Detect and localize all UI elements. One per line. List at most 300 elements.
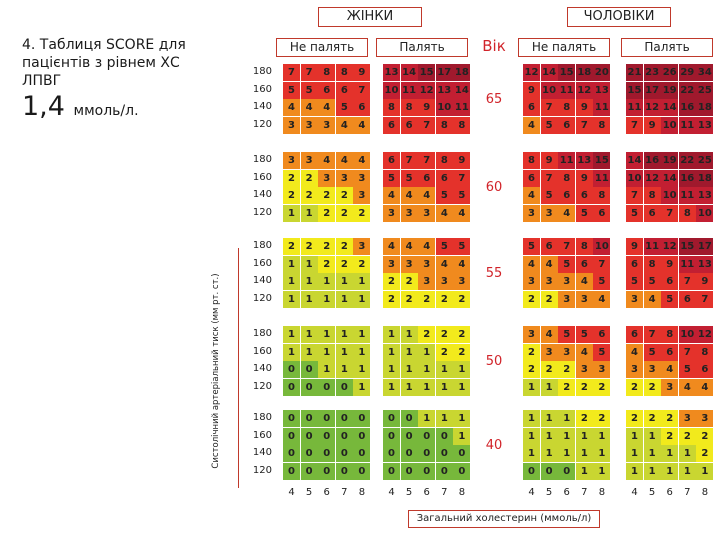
heatmap-cell: 14 [626,152,643,169]
heatmap-cell: 2 [593,379,610,396]
heatmap-cell: 0 [336,410,353,427]
heatmap-cell: 5 [558,326,575,343]
heatmap-cell: 0 [283,428,300,445]
heatmap-cell: 8 [696,344,713,361]
bp-tick-label: 120 [252,118,272,130]
heatmap-cell: 9 [576,170,593,187]
heatmap-cell: 1 [453,428,470,445]
heatmap-cell: 3 [644,361,661,378]
heatmap-cell: 1 [593,445,610,462]
heatmap-cell: 5 [453,187,470,204]
heatmap-cell: 6 [336,82,353,99]
heatmap-cell: 7 [301,64,318,81]
x-tick-label: 7 [341,487,348,498]
heatmap-cell: 8 [318,64,335,81]
heatmap-cell: 6 [679,291,696,308]
heatmap-cell: 4 [453,205,470,222]
heatmap-cell: 9 [696,273,713,290]
heatmap-cell: 0 [301,463,318,480]
heatmap-cell: 7 [418,152,435,169]
heatmap-cell: 7 [696,291,713,308]
heatmap-cell: 6 [626,256,643,273]
heatmap-cell: 4 [453,256,470,273]
heatmap-cell: 10 [696,205,713,222]
heatmap-cell: 4 [679,379,696,396]
heatmap-cell: 2 [318,238,335,255]
women-label: ЖІНКИ [318,7,422,27]
heatmap-cell: 3 [558,291,575,308]
heatmap-cell: 0 [523,463,540,480]
heading-block [22,36,212,128]
heatmap-cell: 6 [353,99,370,116]
heatmap-cell: 2 [523,361,540,378]
heatmap-cell: 8 [644,187,661,204]
heatmap-cell: 3 [283,152,300,169]
heatmap-cell: 1 [523,445,540,462]
heatmap-cell: 1 [318,344,335,361]
x-tick-label: 5 [545,487,553,498]
heatmap-cell: 8 [523,152,540,169]
heatmap-cell: 1 [301,256,318,273]
heatmap-cell: 4 [336,152,353,169]
heatmap-cell: 18 [453,64,470,81]
heatmap-cell: 5 [436,187,453,204]
heatmap-cell: 11 [644,238,661,255]
heatmap-cell: 5 [436,238,453,255]
heatmap-cell: 15 [418,64,435,81]
heatmap-cell: 2 [523,344,540,361]
heatmap-cell: 2 [301,187,318,204]
heatmap-cell: 1 [336,291,353,308]
heatmap-cell: 2 [644,379,661,396]
heatmap-cell: 0 [301,428,318,445]
heatmap-cell: 10 [541,82,558,99]
bp-tick-label: 180 [252,66,272,77]
x-tick-label: 5 [305,487,313,498]
x-axis-label: Загальний холестерин (ммоль/л) [408,510,600,528]
hdl-unit: ммоль/л. [73,103,139,119]
heatmap-cell: 1 [336,326,353,343]
bp-tick-label: 160 [252,171,272,183]
heatmap-cell: 6 [593,326,610,343]
heatmap-cell: 13 [593,82,610,99]
heatmap-cell: 4 [576,344,593,361]
bp-tick-label: 120 [252,292,272,304]
heatmap-cell: 1 [383,344,400,361]
heatmap-cell: 2 [541,361,558,378]
heatmap-cell: 3 [661,379,678,396]
heatmap-cell: 3 [383,256,400,273]
x-tick-label: 7 [441,487,448,498]
heatmap-cell: 0 [318,445,335,462]
heatmap-cell: 4 [661,361,678,378]
heatmap-cell: 9 [541,152,558,169]
heatmap-cell: 4 [523,117,540,134]
age-label: 60 [485,180,503,195]
heatmap-cell: 3 [301,152,318,169]
heatmap-cell: 5 [644,273,661,290]
heatmap-cell: 4 [336,117,353,134]
heatmap-cell: 3 [383,205,400,222]
heatmap-cell: 7 [418,117,435,134]
heatmap-cell: 1 [283,291,300,308]
heatmap-cell: 1 [301,291,318,308]
heatmap-cell: 1 [353,379,370,396]
heatmap-cell: 6 [644,205,661,222]
heatmap-cell: 2 [318,256,335,273]
heatmap-cell: 2 [523,291,540,308]
heatmap-cell: 7 [576,117,593,134]
heatmap-cell: 0 [558,463,575,480]
heatmap-cell: 9 [576,99,593,116]
heatmap-cell: 1 [318,326,335,343]
heatmap-cell: 10 [661,117,678,134]
heatmap-cell: 12 [418,82,435,99]
heatmap-cell: 0 [301,445,318,462]
heatmap-cell: 2 [679,428,696,445]
heatmap-cell: 14 [661,170,678,187]
heatmap-cell: 9 [523,82,540,99]
heatmap-cell: 1 [383,326,400,343]
heatmap-cell: 6 [558,187,575,204]
heatmap-cell: 11 [453,99,470,116]
heatmap-cell: 2 [626,379,643,396]
heatmap-cell: 0 [353,410,370,427]
heatmap-cell: 1 [283,344,300,361]
heatmap-cell: 2 [283,238,300,255]
heatmap-cell: 6 [576,256,593,273]
heatmap-cell: 34 [696,64,713,81]
heatmap-cell: 5 [661,291,678,308]
heatmap-cell: 7 [541,170,558,187]
heatmap-cell: 4 [301,99,318,116]
bp-tick-label: 160 [252,257,272,269]
heatmap-cell: 13 [696,117,713,134]
heatmap-cell: 4 [696,379,713,396]
heatmap-cell: 5 [576,326,593,343]
x-tick-label: 4 [288,487,295,498]
heatmap-cell: 0 [336,445,353,462]
heatmap-cell: 1 [661,463,678,480]
heatmap-cell: 18 [696,170,713,187]
heatmap-cell: 4 [523,256,540,273]
heatmap-cell: 1 [593,428,610,445]
heatmap-cell: 8 [558,99,575,116]
heatmap-cell: 1 [353,326,370,343]
heatmap-cell: 0 [418,428,435,445]
heatmap-cell: 0 [283,463,300,480]
heatmap-cell: 7 [679,344,696,361]
heatmap-cell: 17 [696,238,713,255]
heatmap-cell: 1 [283,205,300,222]
heatmap-cell: 15 [593,152,610,169]
heatmap-cell: 6 [318,82,335,99]
heatmap-cell: 0 [301,361,318,378]
heatmap-cell: 1 [436,361,453,378]
heatmap-cell: 0 [283,410,300,427]
heatmap-cell: 1 [283,326,300,343]
heatmap-cell: 4 [418,187,435,204]
heatmap-cell: 1 [301,326,318,343]
age-label: 55 [485,266,503,281]
heatmap-cell: 3 [679,410,696,427]
bp-tick-label: 160 [252,429,272,441]
heatmap-cell: 8 [436,117,453,134]
heatmap-cell: 16 [644,152,661,169]
heatmap-cell: 4 [401,187,418,204]
heatmap-cell: 3 [541,205,558,222]
heatmap-cell: 8 [644,256,661,273]
heatmap-cell: 1 [679,463,696,480]
heatmap-cell: 3 [353,187,370,204]
x-tick-label: 5 [648,487,656,498]
heatmap-cell: 1 [626,428,643,445]
heatmap-cell: 4 [318,152,335,169]
heatmap-cell: 8 [593,187,610,204]
heatmap-cell: 2 [336,238,353,255]
x-tick-label: 8 [598,487,606,498]
x-tick-label: 8 [701,487,709,498]
heatmap-cell: 2 [401,291,418,308]
heatmap-cell: 3 [353,170,370,187]
heatmap-cell: 3 [593,361,610,378]
heatmap-cell: 0 [283,361,300,378]
heatmap-cell: 3 [626,361,643,378]
heatmap-cell: 1 [679,445,696,462]
heatmap-cell: 1 [696,463,713,480]
heatmap-cell: 4 [418,238,435,255]
heatmap-cell: 4 [353,117,370,134]
heatmap-cell: 2 [644,410,661,427]
heatmap-cell: 6 [661,344,678,361]
heatmap-cell: 8 [336,64,353,81]
heatmap-cell: 2 [541,291,558,308]
heatmap-cell: 3 [541,344,558,361]
heatmap-cell: 9 [418,99,435,116]
x-tick-label: 7 [684,487,691,498]
heatmap-cell: 5 [523,238,540,255]
heatmap-cell: 5 [283,82,300,99]
heatmap-cell: 22 [679,152,696,169]
heatmap-cell: 1 [541,428,558,445]
heatmap-cell: 1 [661,445,678,462]
heatmap-cell: 1 [626,463,643,480]
x-tick-label: 8 [358,487,366,498]
heatmap-cell: 1 [541,445,558,462]
heatmap-cell: 0 [318,428,335,445]
bp-tick-label: 140 [252,363,272,375]
heatmap-cell: 25 [696,82,713,99]
heatmap-cell: 12 [644,99,661,116]
heatmap-cell: 1 [593,463,610,480]
women-smoker-label: Палять [376,38,468,57]
heatmap-cell: 4 [283,99,300,116]
bp-tick-label: 180 [252,154,272,165]
heatmap-cell: 8 [558,170,575,187]
heatmap-cell: 1 [436,379,453,396]
heatmap-cell: 7 [558,238,575,255]
heatmap-cell: 14 [453,82,470,99]
heatmap-cell: 29 [679,64,696,81]
heatmap-cell: 3 [576,291,593,308]
heatmap-cell: 1 [283,273,300,290]
heatmap-cell: 4 [436,205,453,222]
heatmap-cell: 9 [644,117,661,134]
heatmap-cell: 3 [541,273,558,290]
heatmap-cell: 1 [576,463,593,480]
heatmap-cell: 1 [644,463,661,480]
heatmap-cell: 12 [696,326,713,343]
heatmap-cell: 6 [626,326,643,343]
heatmap-cell: 11 [558,82,575,99]
heatmap-cell: 11 [593,170,610,187]
bp-tick-label: 140 [252,275,272,287]
heatmap-cell: 2 [453,326,470,343]
heatmap-cell: 1 [353,273,370,290]
heatmap-cell: 1 [336,273,353,290]
heatmap-cell: 0 [301,379,318,396]
heatmap-cell: 0 [401,410,418,427]
heatmap-cell: 3 [401,205,418,222]
heatmap-cell: 11 [626,99,643,116]
heatmap-cell: 13 [576,152,593,169]
heatmap-cell: 2 [558,361,575,378]
heatmap-cell: 1 [523,428,540,445]
heatmap-cell: 6 [696,361,713,378]
heatmap-cell: 0 [301,410,318,427]
heatmap-cell: 3 [558,344,575,361]
heatmap-cell: 1 [644,445,661,462]
heatmap-cell: 2 [436,326,453,343]
heatmap-cell: 2 [401,273,418,290]
heatmap-cell: 6 [523,170,540,187]
heatmap-cell: 13 [696,256,713,273]
x-tick-label: 4 [388,487,395,498]
heatmap-cell: 4 [436,256,453,273]
x-tick-label: 8 [458,487,466,498]
heatmap-cell: 2 [383,273,400,290]
heatmap-cell: 7 [401,152,418,169]
age-label: 65 [485,92,503,107]
heatmap-cell: 0 [383,428,400,445]
heatmap-cell: 3 [283,117,300,134]
heatmap-cell: 0 [318,379,335,396]
heatmap-cell: 1 [383,379,400,396]
heatmap-cell: 10 [436,99,453,116]
heatmap-cell: 1 [283,256,300,273]
heatmap-cell: 7 [453,170,470,187]
heatmap-cell: 1 [418,344,435,361]
heatmap-cell: 0 [401,463,418,480]
heatmap-cell: 3 [558,273,575,290]
heatmap-cell: 7 [661,205,678,222]
heatmap-cell: 0 [453,445,470,462]
heatmap-cell: 3 [318,170,335,187]
heatmap-cell: 1 [336,361,353,378]
heatmap-cell: 3 [318,117,335,134]
heatmap-cell: 7 [626,117,643,134]
heatmap-cell: 3 [523,326,540,343]
heatmap-cell: 2 [301,170,318,187]
heatmap-cell: 3 [626,291,643,308]
hdl-value: 1,4 [22,91,65,122]
heatmap-cell: 11 [593,99,610,116]
heatmap-cell: 2 [436,291,453,308]
heatmap-cell: 4 [383,187,400,204]
heatmap-cell: 1 [353,344,370,361]
heatmap-cell: 1 [318,291,335,308]
heatmap-cell: 5 [383,170,400,187]
heatmap-cell: 1 [418,410,435,427]
heatmap-cell: 3 [418,256,435,273]
heatmap-cell: 5 [558,256,575,273]
heatmap-cell: 3 [301,117,318,134]
heatmap-cell: 18 [576,64,593,81]
heatmap-cell: 5 [541,117,558,134]
heatmap-cell: 2 [661,410,678,427]
heatmap-cell: 11 [558,152,575,169]
men-label: ЧОЛОВІКИ [567,7,671,27]
heatmap-cell: 0 [353,428,370,445]
heatmap-cell: 3 [418,205,435,222]
heatmap-cell: 0 [318,463,335,480]
heading-title: 4. Таблиця SCORE для пацієнтів з рівнем ХС ЛПВГ [22,37,186,89]
heatmap-cell: 6 [558,117,575,134]
heatmap-cell: 1 [576,445,593,462]
heatmap-cell: 3 [401,256,418,273]
heatmap-cell: 7 [644,326,661,343]
heatmap-cell: 6 [383,117,400,134]
heatmap-cell: 2 [453,344,470,361]
heatmap-cell: 8 [401,99,418,116]
heatmap-cell: 0 [353,445,370,462]
heatmap-cell: 2 [283,187,300,204]
heatmap-cell: 15 [558,64,575,81]
heatmap-cell: 2 [336,256,353,273]
heatmap-cell: 12 [576,82,593,99]
heatmap-cell: 8 [593,117,610,134]
heatmap-cell: 1 [318,273,335,290]
men-smoker-label: Палять [621,38,713,57]
bp-tick-label: 160 [252,83,272,95]
heatmap-cell: 3 [523,205,540,222]
heatmap-cell: 4 [383,238,400,255]
heatmap-cell: 5 [541,187,558,204]
heatmap-cell: 1 [453,410,470,427]
heatmap-cell: 2 [283,170,300,187]
heatmap-cell: 1 [558,445,575,462]
bp-tick-label: 120 [252,206,272,218]
heatmap-cell: 2 [661,428,678,445]
x-tick-label: 6 [323,487,330,498]
heatmap-cell: 8 [661,326,678,343]
bp-tick-label: 140 [252,447,272,459]
heatmap-cell: 2 [558,379,575,396]
heatmap-cell: 4 [401,238,418,255]
heatmap-cell: 1 [523,379,540,396]
heatmap-cell: 8 [453,117,470,134]
age-title: Вік [482,37,506,55]
heatmap-cell: 3 [353,238,370,255]
heatmap-cell: 6 [383,152,400,169]
heatmap-cell: 8 [436,152,453,169]
heatmap-cell: 9 [626,238,643,255]
heatmap-cell: 1 [401,326,418,343]
heatmap-cell: 7 [283,64,300,81]
heatmap-cell: 0 [436,445,453,462]
x-tick-label: 4 [631,487,638,498]
heatmap-cell: 1 [644,428,661,445]
